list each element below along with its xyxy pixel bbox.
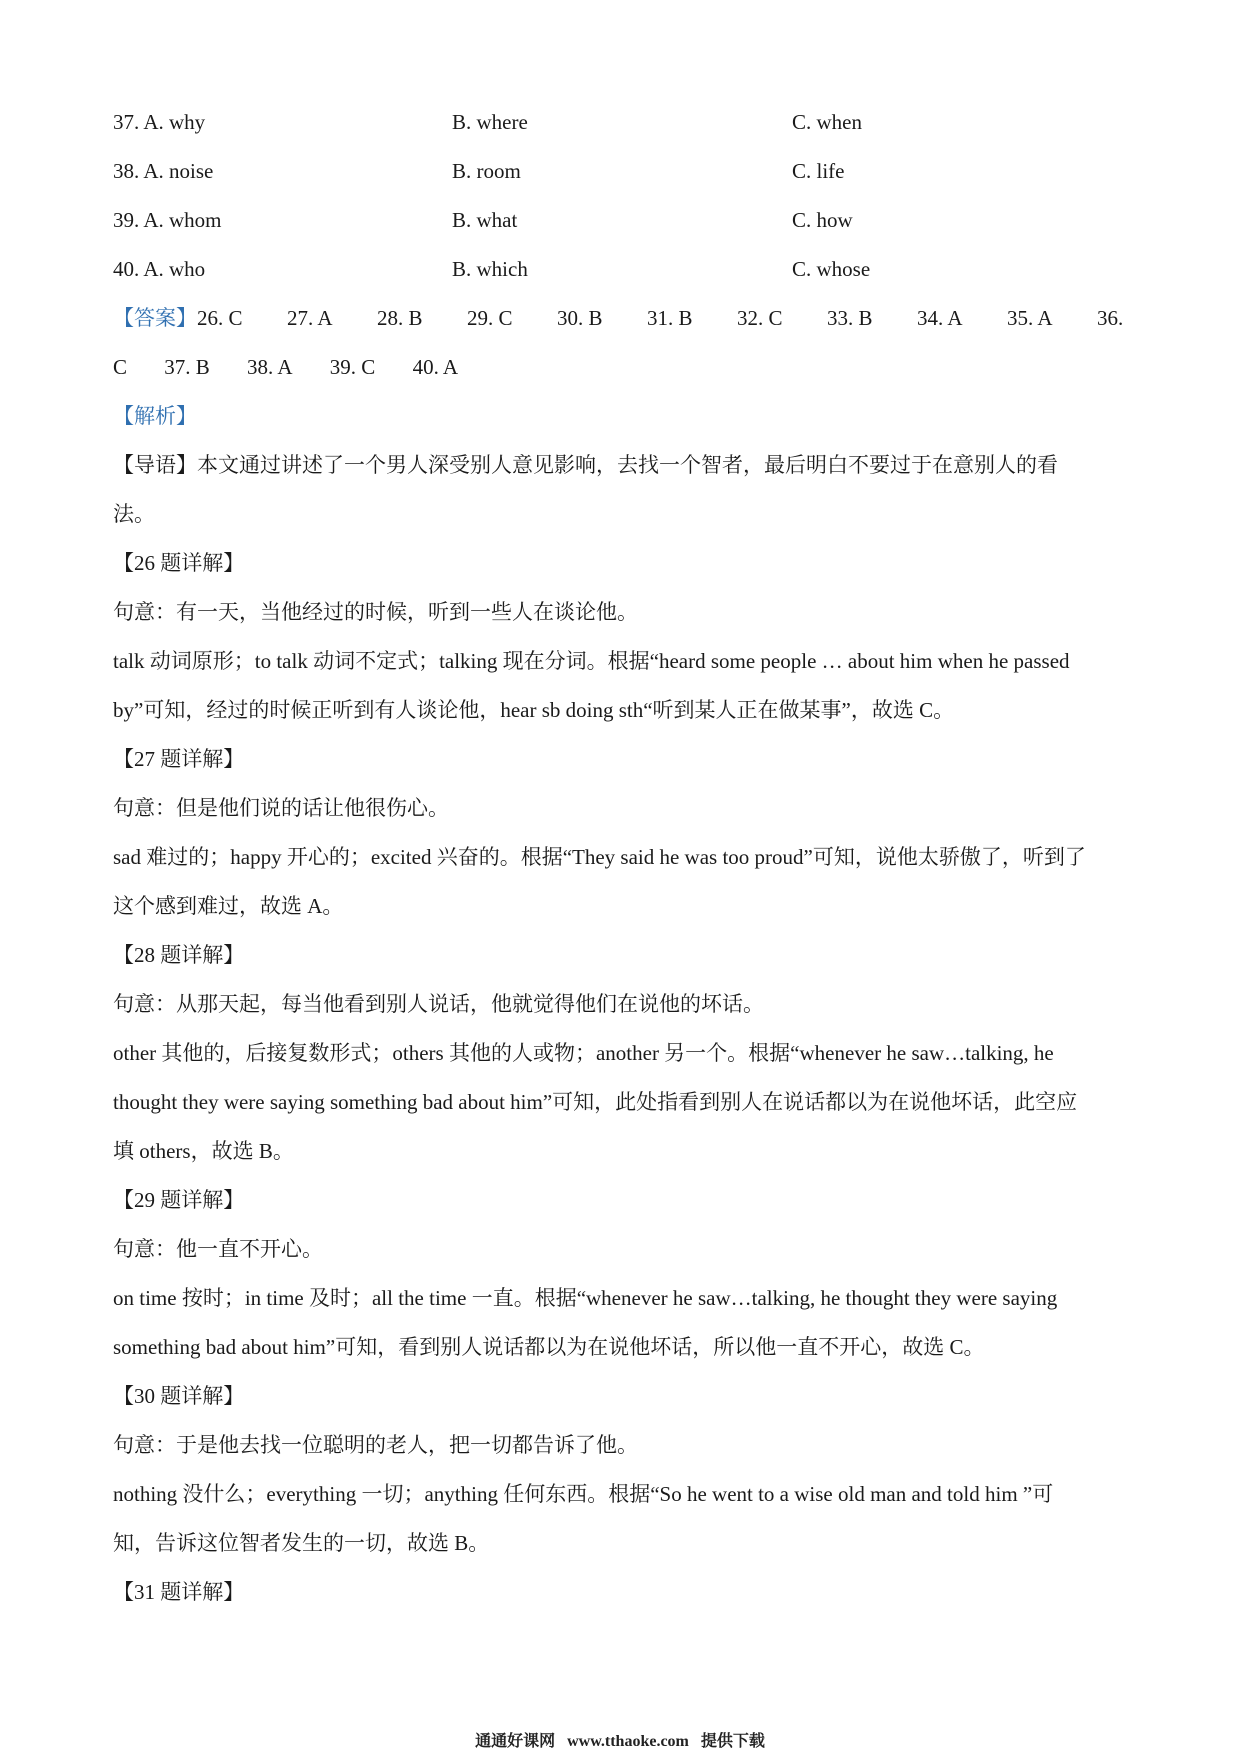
answer-item: C bbox=[113, 355, 128, 379]
answer-item: 29. C bbox=[467, 306, 513, 330]
option-a: 40. A. who bbox=[113, 257, 206, 281]
answer-item: 26. C bbox=[197, 306, 243, 330]
q30-explanation: nothing 没什么；everything 一切；anything 任何东西。根据“So he went to a wise old man and told him ”可 bbox=[113, 1482, 1054, 1506]
q29-meaning: 句意：他一直不开心。 bbox=[113, 1237, 323, 1261]
option-a: 38. A. noise bbox=[113, 159, 214, 183]
option-c: C. life bbox=[792, 159, 845, 183]
option-b: B. which bbox=[452, 257, 528, 281]
intro-line: 【导语】本文通过讲述了一个男人深受别人意见影响，去找一个智者，最后明白不要过于在意别人的看 bbox=[113, 453, 1058, 477]
answer-item: 37. B bbox=[164, 355, 210, 379]
footer-site-name: 通通好课网 bbox=[475, 1733, 556, 1750]
answer-row bbox=[113, 294, 1133, 343]
option-row-37 bbox=[113, 98, 1133, 147]
document-body bbox=[113, 98, 1133, 1617]
answer-item: 32. C bbox=[737, 306, 783, 330]
analysis-tag: 【解析】 bbox=[113, 404, 197, 428]
footer-suffix: 提供下载 bbox=[700, 1733, 765, 1750]
q28-explanation: thought they were saying something bad about him”可知，此处指看到别人在说话都以为在说他坏话，此空应 bbox=[113, 1090, 1078, 1114]
q26-heading: 【26 题详解】 bbox=[113, 551, 245, 575]
q27-heading: 【27 题详解】 bbox=[113, 747, 245, 771]
answer-row-continued bbox=[113, 343, 1133, 392]
q27-explanation: sad 难过的；happy 开心的；excited 兴奋的。根据“They said he was too proud”可知，说他太骄傲了，听到了 bbox=[113, 845, 1086, 869]
q26-meaning: 句意：有一天，当他经过的时候，听到一些人在谈论他。 bbox=[113, 600, 638, 624]
answer-item: 30. B bbox=[557, 306, 603, 330]
answer-tag: 【答案】 bbox=[113, 306, 197, 330]
answer-item: 28. B bbox=[377, 306, 423, 330]
answer-item: 33. B bbox=[827, 306, 873, 330]
intro-line: 法。 bbox=[113, 502, 155, 526]
option-a: 37. A. why bbox=[113, 110, 206, 134]
answer-item: 31. B bbox=[647, 306, 693, 330]
option-b: B. where bbox=[452, 110, 528, 134]
option-b: B. room bbox=[452, 159, 521, 183]
q29-heading: 【29 题详解】 bbox=[113, 1188, 245, 1212]
footer-url[interactable]: www.tthaoke.com bbox=[567, 1733, 689, 1750]
option-row-38 bbox=[113, 147, 1133, 196]
option-c: C. whose bbox=[792, 257, 871, 281]
q27-explanation: 这个感到难过，故选 A。 bbox=[113, 894, 344, 918]
answer-item: 35. A bbox=[1007, 306, 1053, 330]
option-a: 39. A. whom bbox=[113, 208, 222, 232]
q26-explanation: by”可知，经过的时候正听到有人谈论他，hear sb doing sth“听到某人正在做某事”，故选 C。 bbox=[113, 698, 955, 722]
q29-explanation: something bad about him”可知，看到别人说话都以为在说他坏话，所以他一直不开心，故选 C。 bbox=[113, 1335, 985, 1359]
answer-item: 38. A bbox=[247, 355, 293, 379]
option-b: B. what bbox=[452, 208, 518, 232]
q31-heading: 【31 题详解】 bbox=[113, 1580, 245, 1604]
page-footer bbox=[0, 1728, 1240, 1751]
q28-explanation: 填 others，故选 B。 bbox=[113, 1139, 294, 1163]
q28-explanation: other 其他的，后接复数形式；others 其他的人或物；another 另一个。根据“whenever he saw…talking, he bbox=[113, 1041, 1054, 1065]
q29-explanation: on time 按时；in time 及时；all the time 一直。根据“whenever he saw…talking, he thought they were saying bbox=[113, 1286, 1058, 1310]
q30-heading: 【30 题详解】 bbox=[113, 1384, 245, 1408]
q28-heading: 【28 题详解】 bbox=[113, 943, 245, 967]
option-c: C. when bbox=[792, 110, 862, 134]
q26-explanation: talk 动词原形；to talk 动词不定式；talking 现在分词。根据“heard some people … about him when he passed bbox=[113, 649, 1070, 673]
q30-explanation: 知，告诉这位智者发生的一切，故选 B。 bbox=[113, 1531, 490, 1555]
option-c: C. how bbox=[792, 208, 853, 232]
option-row-40 bbox=[113, 245, 1133, 294]
option-row-39 bbox=[113, 196, 1133, 245]
answer-item: 27. A bbox=[287, 306, 333, 330]
answer-item: 40. A bbox=[412, 355, 459, 379]
q27-meaning: 句意：但是他们说的话让他很伤心。 bbox=[113, 796, 449, 820]
q28-meaning: 句意：从那天起，每当他看到别人说话，他就觉得他们在说他的坏话。 bbox=[113, 992, 764, 1016]
answer-item: 34. A bbox=[917, 306, 963, 330]
q30-meaning: 句意：于是他去找一位聪明的老人，把一切都告诉了他。 bbox=[113, 1433, 638, 1457]
answer-item: 39. C bbox=[329, 355, 376, 379]
answer-item: 36. bbox=[1097, 306, 1124, 330]
